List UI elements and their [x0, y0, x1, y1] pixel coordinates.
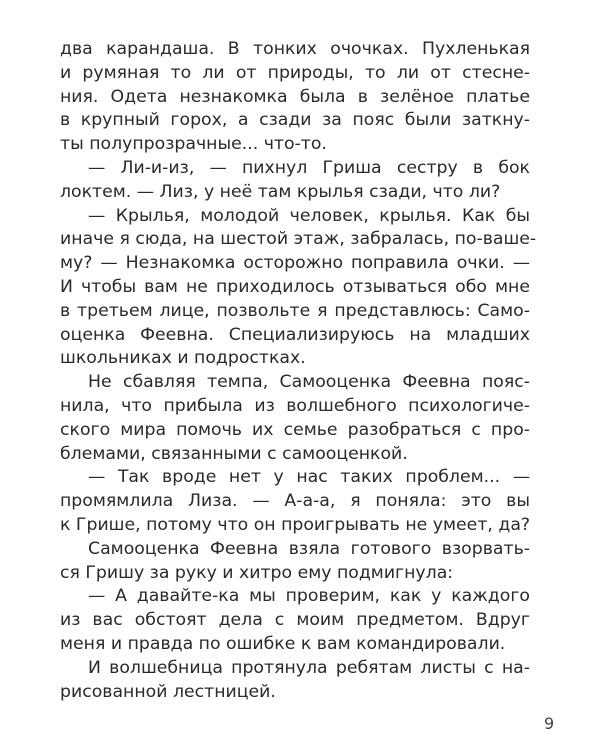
text-line: рисованной лестницей. — [60, 681, 276, 702]
text-line: в третьем лице, позвольте я представлюсь: Само- — [60, 300, 530, 321]
text-line: ся Гришу за руку и хитро ему подмигнула: — [60, 562, 454, 583]
text-line: иначе я сюда, на шестой этаж, забралась, по-ваше- — [60, 229, 537, 250]
paragraph — [60, 205, 537, 372]
body-text — [60, 38, 537, 704]
paragraph — [60, 538, 530, 586]
text-line: два карандаша. В тонких очочках. Пухленькая — [60, 39, 530, 59]
text-line: в крупный горох, а сзади за пояс были заткну- — [60, 110, 530, 131]
text-line: — Так вроде нет у нас таких проблем... — — [88, 467, 530, 488]
text-line: оценка Феевна. Специализируюсь на младших — [60, 324, 530, 345]
text-line: нила, что прибыла из волшебного психологиче- — [60, 395, 530, 416]
text-line: И чтобы вам не приходилось отзываться обо мне — [60, 276, 530, 297]
text-line: промямлила Лиза. — А-а-а, я поняла: это вы — [60, 491, 530, 512]
paragraph — [60, 38, 530, 157]
text-line: му? — Незнакомка осторожно поправила очки. — — [60, 253, 530, 274]
paragraph — [60, 657, 530, 705]
text-line: ского мира помочь их семье разобраться с про- — [60, 419, 530, 440]
text-line: — Крылья, молодой человек, крылья. Как бы — [88, 205, 530, 226]
text-line: Не сбавляя темпа, Самооценка Феевна пояс- — [88, 372, 530, 393]
text-line: ния. Одета незнакомка была в зелёное платье — [60, 86, 530, 107]
text-line: — Ли-и-из, — пихнул Гриша сестру в бок — [88, 157, 530, 178]
text-line: блемами, связанными с самооценкой. — [60, 443, 408, 464]
text-line: локтем. — Лиз, у неё там крылья сзади, что ли? — [60, 181, 501, 202]
paragraph — [60, 466, 530, 537]
text-line: И волшебница протянула ребятам листы с на- — [88, 657, 530, 678]
paragraph — [60, 157, 530, 205]
paragraph — [60, 371, 530, 466]
page-number: 9 — [544, 714, 555, 733]
text-line: Самооценка Феевна взяла готового взорвать- — [88, 538, 530, 559]
text-line: школьниках и подростках. — [60, 348, 306, 369]
text-line: к Грише, потому что он проигрывать не умеет, да? — [60, 514, 531, 535]
paragraph — [60, 585, 530, 656]
text-line: меня и правда по ошибке к вам командировали. — [60, 633, 506, 654]
text-line: и румяная то ли от природы, то ли от стесне- — [60, 62, 530, 83]
text-line: из вас обстоят дела с моим предметом. Вдруг — [60, 610, 530, 631]
text-line: ты полупрозрачные... что-то. — [60, 134, 327, 155]
text-line: — А давайте-ка мы проверим, как у каждого — [88, 586, 530, 607]
